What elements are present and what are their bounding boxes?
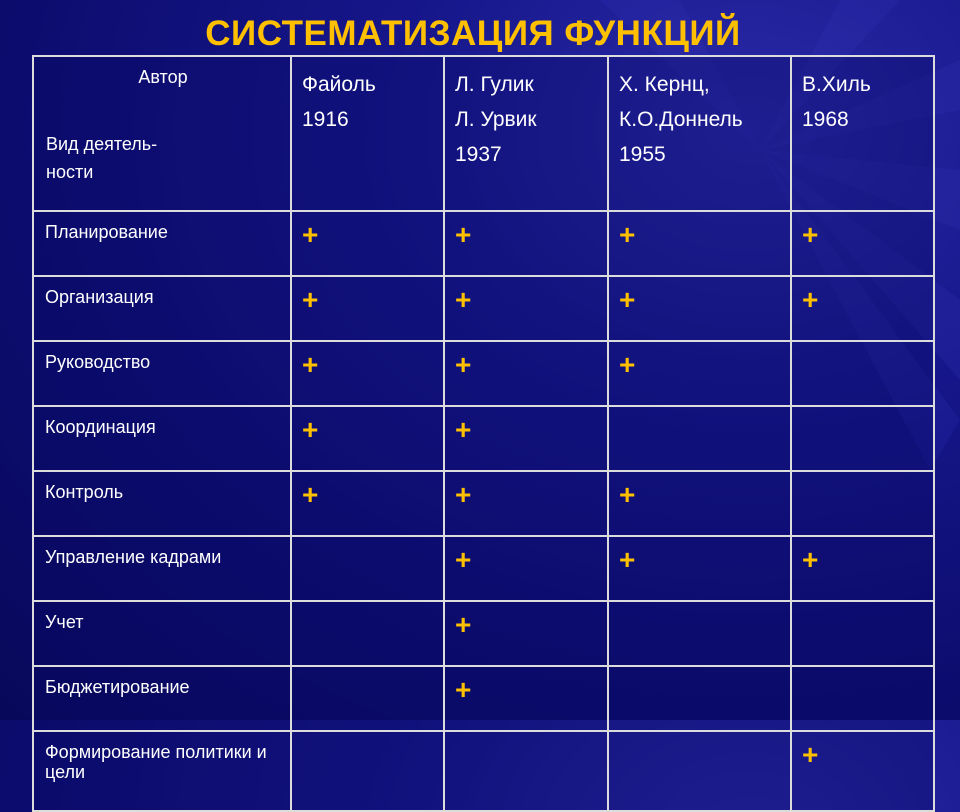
function-mark-cell <box>608 731 791 811</box>
function-mark-cell <box>291 731 444 811</box>
author-line: Х. Кернц, <box>619 73 710 96</box>
author-year: 1968 <box>802 108 849 131</box>
activity-type-line-1: Вид деятель- <box>46 134 158 154</box>
function-mark-cell <box>791 666 934 731</box>
table-row <box>33 731 934 811</box>
function-name-cell: Формирование политики и цели <box>33 731 291 811</box>
function-mark-cell <box>791 601 934 666</box>
author-line: Файоль <box>302 73 376 96</box>
function-mark-cell: + <box>291 471 444 536</box>
function-mark-cell: + <box>608 211 791 276</box>
table-row <box>33 601 934 666</box>
function-name-cell: Контроль <box>33 471 291 536</box>
function-mark-cell: + <box>791 276 934 341</box>
function-mark-cell: + <box>291 341 444 406</box>
author-line: К.О.Доннель <box>619 108 743 131</box>
function-mark-cell: + <box>791 211 934 276</box>
page-title: СИСТЕМАТИЗАЦИЯ ФУНКЦИЙ <box>205 14 741 53</box>
corner-header-cell <box>33 56 291 211</box>
author-year: 1916 <box>302 108 349 131</box>
function-mark-cell: + <box>608 471 791 536</box>
author-header-koontz-odonnell <box>608 56 791 211</box>
function-name-cell: Координация <box>33 406 291 471</box>
function-mark-cell: + <box>791 731 934 811</box>
function-mark-cell: + <box>291 211 444 276</box>
activity-type-label <box>46 130 157 186</box>
function-mark-cell <box>608 666 791 731</box>
function-name-cell: Планирование <box>33 211 291 276</box>
function-mark-cell <box>291 536 444 601</box>
function-mark-cell: + <box>444 601 608 666</box>
function-name-cell: Бюджетирование <box>33 666 291 731</box>
function-mark-cell: + <box>291 406 444 471</box>
author-line: Л. Урвик <box>455 108 537 131</box>
function-mark-cell: + <box>444 666 608 731</box>
function-mark-cell <box>791 471 934 536</box>
table-row <box>33 276 934 341</box>
function-mark-cell <box>608 406 791 471</box>
function-mark-cell: + <box>608 341 791 406</box>
author-year: 1937 <box>455 143 502 166</box>
header-row <box>33 56 934 211</box>
author-header-fayol <box>291 56 444 211</box>
table-row <box>33 471 934 536</box>
function-name-cell: Учет <box>33 601 291 666</box>
table-row <box>33 406 934 471</box>
activity-type-line-2: ности <box>46 162 94 182</box>
author-header-gulick-urwick <box>444 56 608 211</box>
function-name-cell: Организация <box>33 276 291 341</box>
table-row <box>33 211 934 276</box>
function-mark-cell <box>791 406 934 471</box>
functions-table <box>32 55 935 812</box>
function-mark-cell <box>291 666 444 731</box>
function-name-cell: Руководство <box>33 341 291 406</box>
function-mark-cell: + <box>444 406 608 471</box>
function-mark-cell <box>791 341 934 406</box>
function-mark-cell: + <box>444 471 608 536</box>
author-label: Автор <box>138 67 188 87</box>
table-row <box>33 536 934 601</box>
function-mark-cell: + <box>444 211 608 276</box>
function-mark-cell: + <box>444 341 608 406</box>
function-mark-cell: + <box>608 276 791 341</box>
author-header-hill <box>791 56 934 211</box>
function-mark-cell <box>608 601 791 666</box>
function-mark-cell <box>291 601 444 666</box>
table-row <box>33 341 934 406</box>
author-line: В.Хиль <box>802 73 871 96</box>
function-mark-cell <box>444 731 608 811</box>
function-mark-cell: + <box>444 276 608 341</box>
function-mark-cell: + <box>444 536 608 601</box>
function-mark-cell: + <box>608 536 791 601</box>
table-row <box>33 666 934 731</box>
author-year: 1955 <box>619 143 666 166</box>
author-line: Л. Гулик <box>455 73 534 96</box>
function-name-cell: Управление кадрами <box>33 536 291 601</box>
function-mark-cell: + <box>291 276 444 341</box>
function-mark-cell: + <box>791 536 934 601</box>
